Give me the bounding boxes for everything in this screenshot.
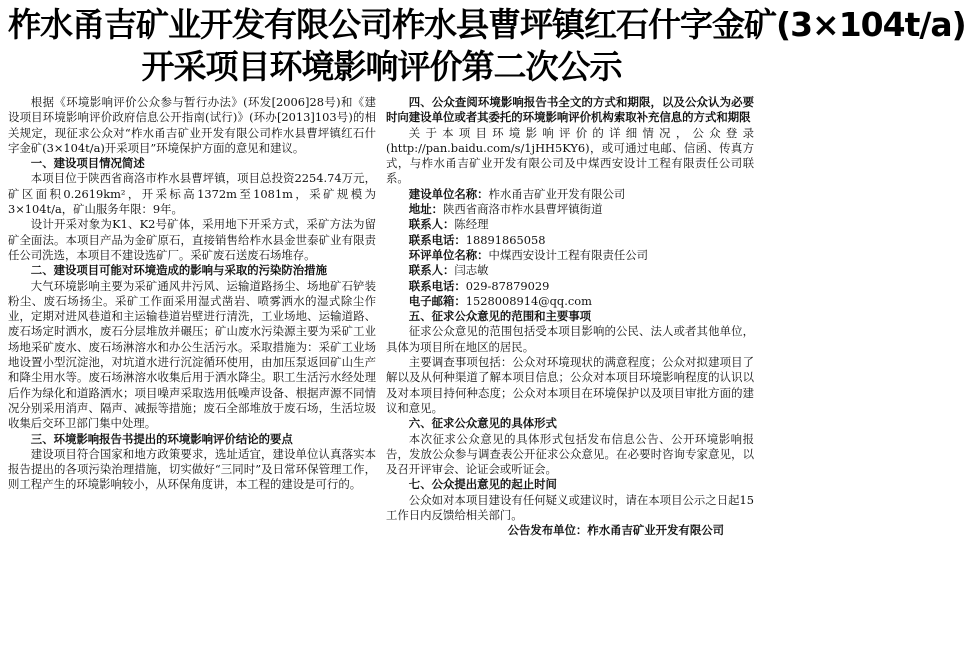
contact-person-2 — [386, 263, 754, 278]
section-5-paragraph-1: 征求公众意见的范围包括受本项目影响的公民、法人或者其他单位，具体为项目所在地区的居民。 — [386, 324, 754, 354]
contact-eia — [386, 248, 754, 263]
section-5-heading: 五、征求公众意见的范围和主要事项 — [408, 309, 592, 324]
left-column — [8, 95, 376, 539]
contact-phone-1-label: 联系电话： — [408, 232, 466, 247]
contact-phone-2-label: 联系电话： — [408, 278, 466, 293]
contact-address-value: 陕西省商洛市柞水县曹坪镇街道 — [442, 202, 603, 217]
contact-email — [386, 294, 754, 309]
section-4-paragraph-1: 关于本项目环境影响评价的详细情况，公众登录(http://pan.baidu.com/s/1jHH5KY6)，或可通过电邮、信函、传真方式，与柞水甬吉矿业开发有限公司及中煤西安设计工程有限责任公司联系。 — [386, 125, 754, 186]
body-columns — [8, 95, 755, 539]
section-1-paragraph-1: 本项目位于陕西省商洛市柞水县曹坪镇，项目总投资2254.74万元，矿区面积0.2619km²，开采标高1372m至1081m，采矿规模为3×104t/a，矿山服务年限：9年。 — [8, 171, 376, 217]
contact-builder-value: 柞水甬吉矿业开发有限公司 — [488, 186, 626, 201]
contact-person-1-label: 联系人： — [408, 217, 455, 232]
contact-email-value: 1528008914@qq.com — [465, 293, 592, 308]
contact-phone-2-value: 029-87879029 — [465, 278, 550, 293]
right-column — [386, 95, 754, 539]
contact-person-2-label: 联系人： — [408, 263, 455, 278]
contact-eia-label: 环评单位名称： — [408, 247, 489, 262]
page-title-line2: 开采项目环境影响评价第二次公示 — [141, 47, 622, 86]
contact-address — [386, 202, 754, 217]
section-2-paragraph-1: 大气环境影响主要为采矿通风井污风、运输道路扬尘、场地矿石铲装粉尘、废石场扬尘。采矿工作面采用湿式凿岩、喷雾洒水的湿式除尘作业，定期对进风巷道和主运输巷道岩壁进行清洗，工业场地、运输道路、废石场定时洒水，废石分层堆放并碾压；矿山废水污染源主要为采矿工业场地采矿废水、废石场淋溶水和办公生活污水。采取措施为：采矿工业场地设置小型沉淀池，对坑道水进行沉淀循环使用，由加压泵返回矿山生产和降尘用水等。废石场淋溶水收集后用于洒水降尘。职工生活污水经处理后作为绿化和道路洒水；项目噪声采取选用低噪声设备、根据声源不同情况分别采用消声、隔声、减振等措施；废石全部堆放于废石场，生活垃圾收集后交环卫部门集中处理。 — [8, 278, 376, 431]
section-5-paragraph-2: 主要调查事项包括：公众对环境现状的满意程度；公众对拟建项目了解以及从何种渠道了解本项目信息；公众对本项目环境影响程度的认识以及对本项目持何种态度；公众对本项目在环境保护以及项目审批方面的建议和意见。 — [386, 355, 754, 415]
contact-eia-value: 中煤西安设计工程有限责任公司 — [488, 247, 649, 262]
contact-person-1 — [386, 217, 754, 232]
page-title: 柞水甬吉矿业开发有限公司柞水县曹坪镇红石什字金矿(3×104t/a) — [8, 5, 966, 44]
contact-address-label: 地址： — [408, 202, 443, 217]
publisher-signature: 公告发布单位：柞水甬吉矿业开发有限公司 — [507, 523, 724, 538]
contact-builder — [386, 187, 754, 202]
section-6-paragraph-1: 本次征求公众意见的具体形式包括发布信息公告、公开环境影响报告，发放公众参与调查表公开征求公众意见。在必要时咨询专家意见，以及召开评审会、论证会或听证会。 — [386, 431, 754, 477]
contact-phone-1 — [386, 233, 754, 248]
section-7-heading: 七、公众提出意见的起止时间 — [408, 477, 557, 492]
section-3-heading: 三、环境影响报告书提出的环境影响评价结论的要点 — [30, 431, 293, 446]
section-3-paragraph-1: 建设项目符合国家和地方政策要求，选址适宜，建设单位认真落实本报告提出的各项污染治理措施，切实做好“三同时”及日常环保管理工作，则工程产生的环境影响较小，从环保角度讲，本工程的建设是可行的。 — [8, 446, 376, 492]
section-1-heading: 一、建设项目情况简述 — [30, 156, 145, 171]
contact-builder-label: 建设单位名称： — [408, 186, 489, 201]
contact-person-1-value: 陈经理 — [454, 217, 489, 232]
contact-phone-1-value: 18891865058 — [465, 232, 546, 247]
section-4-heading: 四、公众查阅环境影响报告书全文的方式和期限，以及公众认为必要时向建设单位或者其委托的环境影响评价机构索取补充信息的方式和期限 — [386, 95, 754, 125]
contact-person-2-value: 闫志敏 — [454, 263, 489, 278]
section-1-paragraph-2: 设计开采对象为K1、K2号矿体，采用地下开采方式，采矿方法为留矿全面法。本项目产品为金矿原石，直接销售给柞水县金世泰矿业有限责任公司洗选，本项目不建设选矿厂。采矿废石送废石场堆存。 — [8, 217, 376, 262]
contact-email-label: 电子邮箱： — [408, 293, 466, 308]
section-7-paragraph-1: 公众如对本项目建设有任何疑义或建议时，请在本项目公示之日起15工作日内反馈给相关部门。 — [386, 492, 754, 523]
contact-phone-2 — [386, 279, 754, 294]
section-6-heading: 六、征求公众意见的具体形式 — [408, 416, 557, 431]
intro-paragraph: 根据《环境影响评价公众参与暂行办法》(环发[2006]28号)和《建设项目环境影响评价政府信息公开指南(试行)》(环办[2013]103号)的相关规定，现征求公众对“柞水甬吉矿业开发有限公司柞水县曹坪镇红石什字金矿(3×104t/a)开采项目”环境保护方面的意见和建议。 — [8, 95, 376, 155]
section-2-heading: 二、建设项目可能对环境造成的影响与采取的污染防治措施 — [30, 263, 327, 278]
